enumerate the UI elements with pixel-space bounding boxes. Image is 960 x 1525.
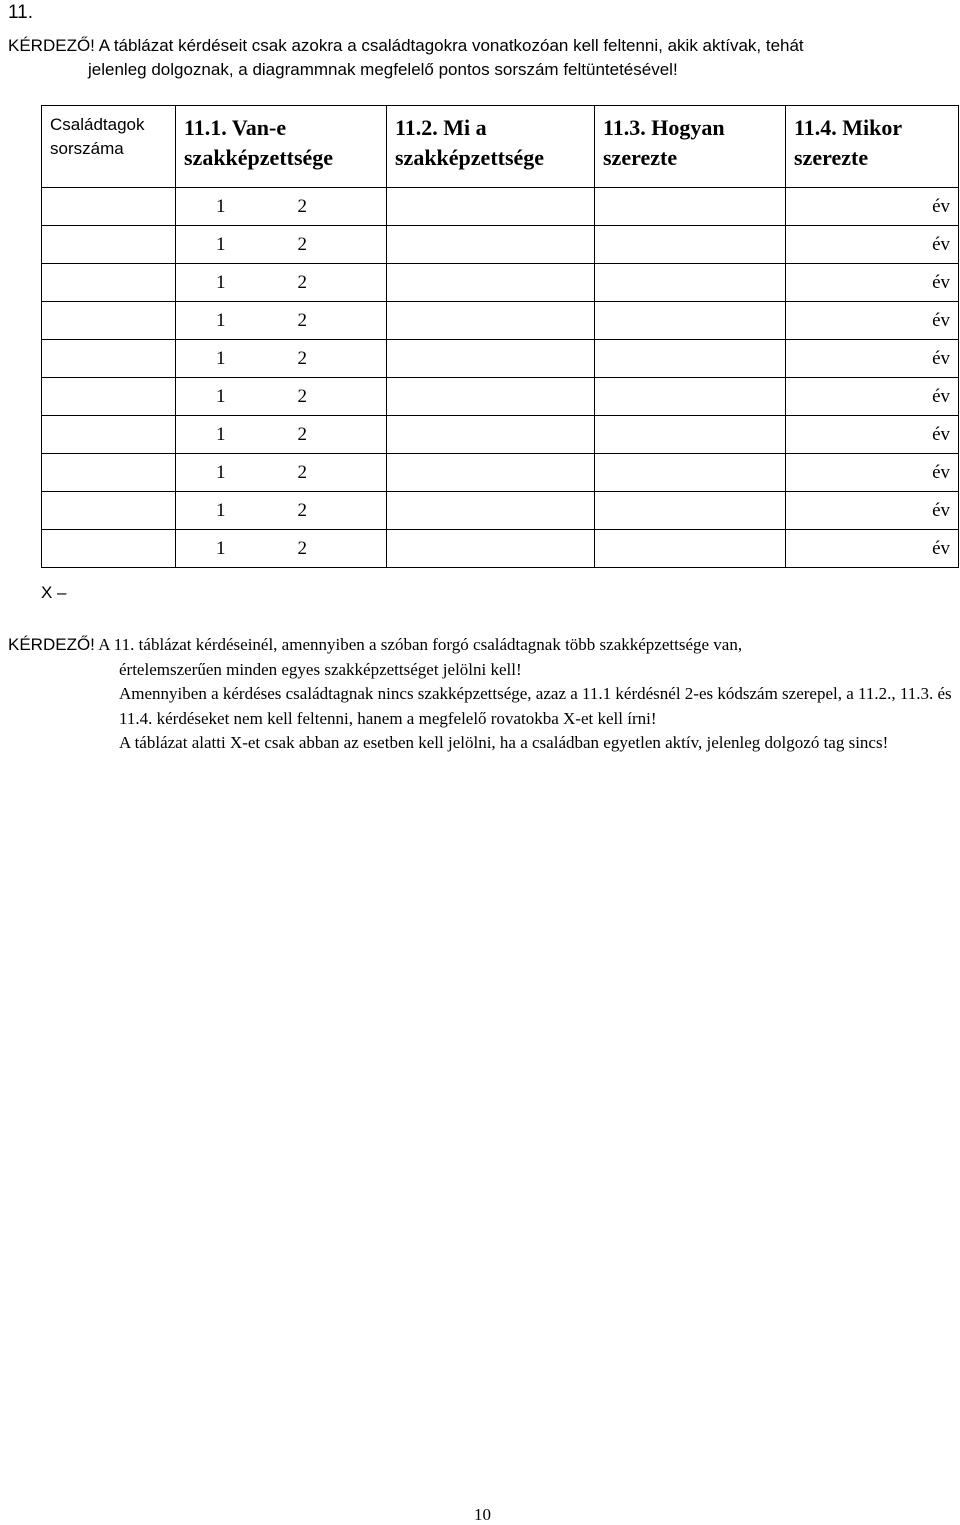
- header-how-obtained: 11.3. Hogyan szerezte: [595, 106, 786, 188]
- year-obtained-cell[interactable]: [786, 454, 959, 492]
- instruction-lead: KÉRDEZŐ!: [8, 36, 95, 55]
- how-obtained-cell[interactable]: [595, 302, 786, 340]
- notes-lead: KÉRDEZŐ!: [8, 635, 95, 654]
- family-member-number-cell[interactable]: [42, 454, 176, 492]
- how-obtained-cell[interactable]: [595, 340, 786, 378]
- has-qualification-codes: [176, 188, 387, 226]
- year-obtained-cell[interactable]: [786, 492, 959, 530]
- has-qualification-codes: [176, 492, 387, 530]
- table-row: [42, 226, 959, 264]
- how-obtained-cell[interactable]: [595, 530, 786, 568]
- code-option-no[interactable]: 2: [297, 385, 307, 407]
- has-qualification-codes: [176, 226, 387, 264]
- qualification-name-cell[interactable]: [387, 530, 595, 568]
- year-obtained-cell[interactable]: [786, 302, 959, 340]
- year-unit-label: év: [932, 347, 950, 369]
- qualification-name-cell[interactable]: [387, 378, 595, 416]
- family-member-number-cell[interactable]: [42, 492, 176, 530]
- year-unit-label: év: [932, 233, 950, 255]
- code-option-yes[interactable]: 1: [216, 233, 226, 255]
- instruction-text-2: jelenleg dolgoznak, a diagrammnak megfelelő pontos sorszám feltüntetésével!: [88, 60, 678, 79]
- year-obtained-cell[interactable]: [786, 530, 959, 568]
- family-member-number-cell[interactable]: [42, 416, 176, 454]
- qualification-name-cell[interactable]: [387, 226, 595, 264]
- code-option-yes[interactable]: 1: [216, 347, 226, 369]
- has-qualification-codes: [176, 340, 387, 378]
- how-obtained-cell[interactable]: [595, 492, 786, 530]
- year-obtained-cell[interactable]: [786, 264, 959, 302]
- year-obtained-cell[interactable]: [786, 416, 959, 454]
- family-member-number-cell[interactable]: [42, 378, 176, 416]
- year-unit-label: év: [932, 537, 950, 559]
- year-obtained-cell[interactable]: [786, 188, 959, 226]
- has-qualification-codes: [176, 264, 387, 302]
- has-qualification-codes: [176, 302, 387, 340]
- code-option-yes[interactable]: 1: [216, 385, 226, 407]
- has-qualification-codes: [176, 378, 387, 416]
- how-obtained-cell[interactable]: [595, 264, 786, 302]
- code-option-no[interactable]: 2: [297, 423, 307, 445]
- instruction-line-1: [8, 34, 804, 58]
- table-row: [42, 454, 959, 492]
- table-header-row: [42, 106, 959, 188]
- year-unit-label: év: [932, 499, 950, 521]
- code-option-no[interactable]: 2: [297, 271, 307, 293]
- family-member-number-cell[interactable]: [42, 302, 176, 340]
- notes-p2: Amennyiben a kérdéses családtagnak nincs szakképzettsége, azaz a 11.1 kérdésnél 2-es kódszám szerepel, a 11.2., 11.3. és 11.4. kérdéseket nem kell feltenni, hanem a megfelelő rovatokba X-et kell írni!: [119, 684, 952, 728]
- qualification-name-cell[interactable]: [387, 340, 595, 378]
- year-obtained-cell[interactable]: [786, 340, 959, 378]
- code-option-no[interactable]: 2: [297, 233, 307, 255]
- code-option-yes[interactable]: 1: [216, 423, 226, 445]
- family-member-number-cell[interactable]: [42, 226, 176, 264]
- notes-p1-a: A 11. táblázat kérdéseinél, amennyiben a szóban forgó családtagnak több szakképzettsége van,: [98, 635, 743, 654]
- header-family-member-number: Családtagok sorszáma: [42, 106, 176, 188]
- how-obtained-cell[interactable]: [595, 378, 786, 416]
- interviewer-instruction: [8, 34, 804, 82]
- year-unit-label: év: [932, 385, 950, 407]
- year-unit-label: év: [932, 423, 950, 445]
- qualification-name-cell[interactable]: [387, 492, 595, 530]
- code-option-no[interactable]: 2: [297, 499, 307, 521]
- interviewer-notes: [8, 633, 953, 756]
- year-unit-label: év: [932, 309, 950, 331]
- qualification-name-cell[interactable]: [387, 454, 595, 492]
- code-option-yes[interactable]: 1: [216, 271, 226, 293]
- family-member-number-cell[interactable]: [42, 264, 176, 302]
- qualification-name-cell[interactable]: [387, 416, 595, 454]
- table-row: [42, 302, 959, 340]
- header-when-obtained: 11.4. Mikor szerezte: [786, 106, 959, 188]
- code-option-no[interactable]: 2: [297, 461, 307, 483]
- table-row: [42, 264, 959, 302]
- family-member-number-cell[interactable]: [42, 340, 176, 378]
- year-unit-label: év: [932, 195, 950, 217]
- code-option-no[interactable]: 2: [297, 347, 307, 369]
- has-qualification-codes: [176, 416, 387, 454]
- header-has-qualification: 11.1. Van-e szakképzettsége: [176, 106, 387, 188]
- notes-paragraph-1: [8, 633, 953, 658]
- qualification-name-cell[interactable]: [387, 264, 595, 302]
- has-qualification-codes: [176, 454, 387, 492]
- code-option-yes[interactable]: 1: [216, 499, 226, 521]
- table-row: [42, 378, 959, 416]
- how-obtained-cell[interactable]: [595, 454, 786, 492]
- notes-p3: A táblázat alatti X-et csak abban az esetben kell jelölni, ha a családban egyetlen aktív, jelenleg dolgozó tag sincs!: [119, 733, 889, 752]
- how-obtained-cell[interactable]: [595, 416, 786, 454]
- family-member-number-cell[interactable]: [42, 188, 176, 226]
- code-option-no[interactable]: 2: [297, 309, 307, 331]
- table-row: [42, 340, 959, 378]
- code-option-yes[interactable]: 1: [216, 537, 226, 559]
- code-option-yes[interactable]: 1: [216, 461, 226, 483]
- notes-p1-b: értelemszerűen minden egyes szakképzettséget jelölni kell!: [119, 659, 522, 679]
- qualification-name-cell[interactable]: [387, 188, 595, 226]
- code-option-no[interactable]: 2: [297, 195, 307, 217]
- code-option-yes[interactable]: 1: [216, 309, 226, 331]
- how-obtained-cell[interactable]: [595, 226, 786, 264]
- qualification-name-cell[interactable]: [387, 302, 595, 340]
- no-active-member-marker: X –: [41, 583, 67, 602]
- table-row: [42, 530, 959, 568]
- table-row: [42, 492, 959, 530]
- year-unit-label: év: [932, 271, 950, 293]
- table-row: [42, 188, 959, 226]
- table-row: [42, 416, 959, 454]
- has-qualification-codes: [176, 530, 387, 568]
- header-which-qualification: 11.2. Mi a szakképzettsége: [387, 106, 595, 188]
- code-option-yes[interactable]: 1: [216, 195, 226, 217]
- instruction-text-1: A táblázat kérdéseit csak azokra a családtagokra vonatkozóan kell feltenni, akik aktívak, tehát: [98, 36, 804, 55]
- year-obtained-cell[interactable]: [786, 226, 959, 264]
- year-unit-label: év: [932, 461, 950, 483]
- how-obtained-cell[interactable]: [595, 188, 786, 226]
- code-option-no[interactable]: 2: [297, 537, 307, 559]
- year-obtained-cell[interactable]: [786, 378, 959, 416]
- page-number: 10: [474, 1505, 491, 1524]
- qualification-table: [41, 105, 959, 568]
- question-number: 11.: [8, 2, 34, 23]
- family-member-number-cell[interactable]: [42, 530, 176, 568]
